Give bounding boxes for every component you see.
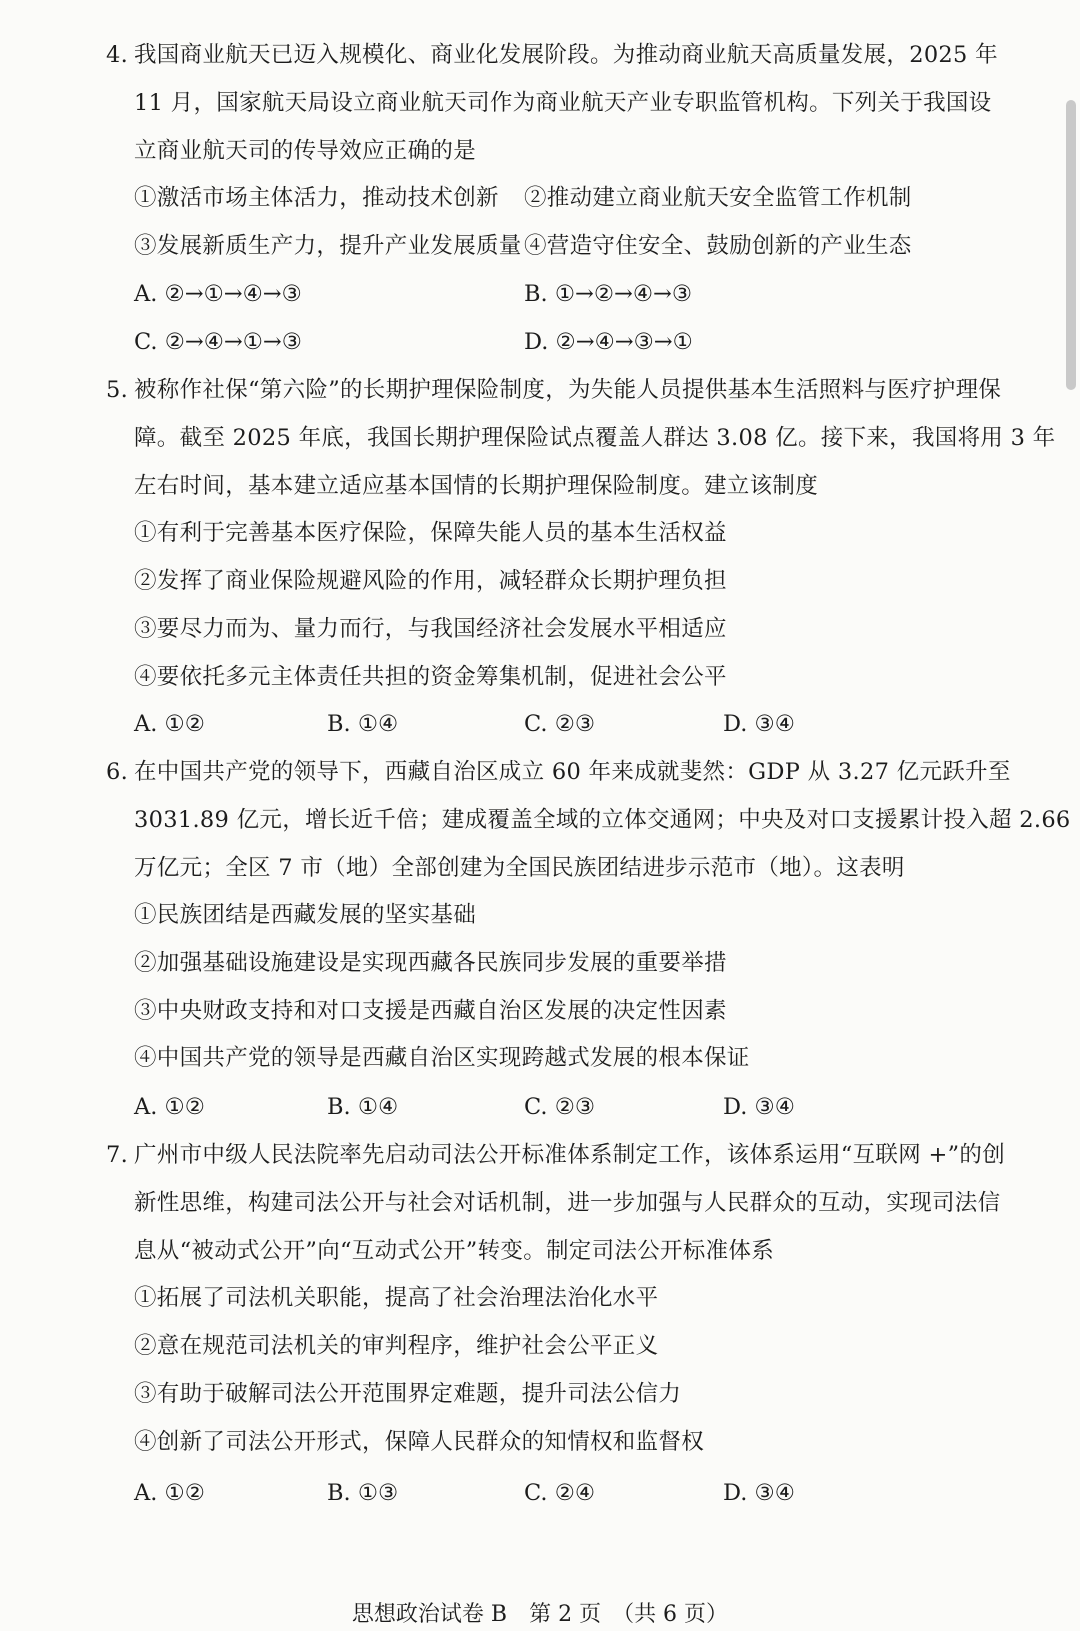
page-footer: 思想政治试卷 B 第 2 页 （共 6 页） — [351, 1602, 729, 1627]
statement-1: ①激活市场主体活力，推动技术创新 — [134, 185, 499, 211]
option-b: B. ①④ — [327, 1094, 399, 1120]
statement-4: ④中国共产党的领导是西藏自治区实现跨越式发展的根本保证 — [134, 1045, 750, 1071]
statement-4: ④创新了司法公开形式，保障人民群众的知情权和监督权 — [134, 1429, 705, 1455]
option-a: A. ①② — [134, 711, 205, 737]
option-b: B. ①④ — [327, 711, 399, 737]
statement-3: ③要尽力而为、量力而行，与我国经济社会发展水平相适应 — [134, 616, 727, 642]
question-4-line-3: 立商业航天司的传导效应正确的是 — [134, 138, 477, 164]
option-c: C. ②③ — [524, 1094, 596, 1120]
option-a: A. ①② — [134, 1480, 205, 1506]
statement-2: ②加强基础设施建设是实现西藏各民族同步发展的重要举措 — [134, 950, 727, 976]
question-6-line-1: 6. 在中国共产党的领导下，西藏自治区成立 60 年来成就斐然：GDP 从 3.27 亿元跃升至 — [106, 759, 1011, 785]
statement-3: ③有助于破解司法公开范围界定难题，提升司法公信力 — [134, 1381, 682, 1407]
statement-2: ②意在规范司法机关的审判程序，维护社会公平正义 — [134, 1333, 659, 1359]
option-b: B. ①→②→④→③ — [524, 281, 693, 307]
question-7-line-2: 新性思维，构建司法公开与社会对话机制，进一步加强与人民群众的互动，实现司法信 — [134, 1190, 1001, 1216]
question-7-line-3: 息从“被动式公开”向“互动式公开”转变。制定司法公开标准体系 — [134, 1238, 775, 1264]
question-number: 4. — [106, 42, 129, 68]
question-number: 7. — [106, 1142, 129, 1168]
statement-1: ①有利于完善基本医疗保险，保障失能人员的基本生活权益 — [134, 520, 727, 546]
question-4-line-1: 4. 我国商业航天已迈入规模化、商业化发展阶段。为推动商业航天高质量发展，2025 年 — [106, 42, 998, 68]
option-c: C. ②③ — [524, 711, 596, 737]
statement-4: ④营造守住安全、鼓励创新的产业生态 — [524, 233, 912, 259]
option-c: C. ②④ — [524, 1480, 596, 1506]
statement-2: ②推动建立商业航天安全监管工作机制 — [524, 185, 912, 211]
question-4-line-2: 11 月，国家航天局设立商业航天司作为商业航天产业专职监管机构。下列关于我国设 — [134, 90, 992, 116]
question-5-line-3: 左右时间，基本建立适应基本国情的长期护理保险制度。建立该制度 — [134, 473, 819, 499]
option-a: A. ①② — [134, 1094, 205, 1120]
question-6-line-2: 3031.89 亿元，增长近千倍；建成覆盖全域的立体交通网；中央及对口支援累计投入超 2.66 — [134, 807, 1071, 833]
statement-3: ③发展新质生产力，提升产业发展质量 — [134, 233, 522, 259]
option-c: C. ②→④→①→③ — [134, 329, 302, 355]
question-number: 5. — [106, 377, 129, 403]
option-a: A. ②→①→④→③ — [134, 281, 302, 307]
option-d: D. ③④ — [723, 711, 795, 737]
statement-2: ②发挥了商业保险规避风险的作用，减轻群众长期护理负担 — [134, 568, 727, 594]
statement-1: ①民族团结是西藏发展的坚实基础 — [134, 902, 477, 928]
question-6-line-3: 万亿元；全区 7 市（地）全部创建为全国民族团结进步示范市（地）。这表明 — [134, 855, 905, 881]
statement-1: ①拓展了司法机关职能，提高了社会治理法治化水平 — [134, 1285, 659, 1311]
question-5-line-1: 5. 被称作社保“第六险”的长期护理保险制度，为失能人员提供基本生活照料与医疗护理保 — [106, 377, 1002, 403]
statement-3: ③中央财政支持和对口支援是西藏自治区发展的决定性因素 — [134, 998, 727, 1024]
scrollbar-thumb[interactable] — [1066, 100, 1076, 390]
statement-4: ④要依托多元主体责任共担的资金筹集机制，促进社会公平 — [134, 664, 727, 690]
option-d: D. ③④ — [723, 1094, 795, 1120]
option-d: D. ②→④→③→① — [524, 329, 693, 355]
question-number: 6. — [106, 759, 129, 785]
option-d: D. ③④ — [723, 1480, 795, 1506]
question-5-line-2: 障。截至 2025 年底，我国长期护理保险试点覆盖人群达 3.08 亿。接下来，我国将用 3 年 — [134, 425, 1056, 451]
option-b: B. ①③ — [327, 1480, 399, 1506]
question-7-line-1: 7. 广州市中级人民法院率先启动司法公开标准体系制定工作，该体系运用“互联网 +”的创 — [106, 1142, 1006, 1168]
